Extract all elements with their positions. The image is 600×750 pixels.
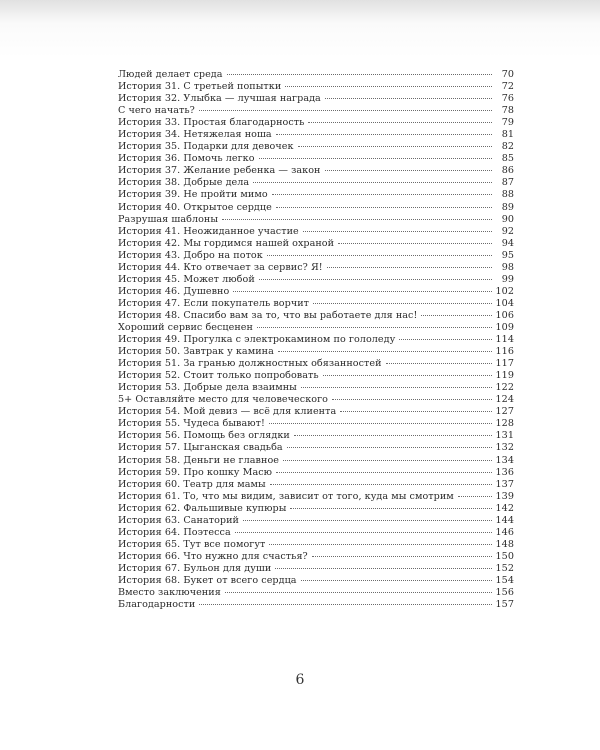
toc-dot-leader xyxy=(285,86,492,87)
toc-entry-title: История 52. Стоит только попробовать xyxy=(118,370,319,382)
toc-entry-page: 128 xyxy=(495,418,514,430)
toc-entry-title: История 68. Букет от всего сердца xyxy=(118,574,297,586)
toc-dot-leader xyxy=(276,207,492,208)
toc-entry-page: 106 xyxy=(495,309,514,321)
toc-entry xyxy=(118,189,514,201)
toc-entry xyxy=(118,406,514,418)
toc-dot-leader xyxy=(257,327,492,328)
toc-entry-title: Вместо заключения xyxy=(118,587,221,599)
toc-entry-page: 142 xyxy=(495,502,514,514)
toc-entry-page: 109 xyxy=(495,321,514,333)
toc-entry xyxy=(118,515,514,527)
toc-entry-title: Разрушая шаблоны xyxy=(118,213,219,225)
toc-dot-leader xyxy=(199,604,491,605)
toc-dot-leader xyxy=(421,315,491,316)
toc-dot-leader xyxy=(269,423,492,424)
page-top-shadow xyxy=(0,0,600,58)
toc-entry-page: 98 xyxy=(501,261,514,273)
toc-entry-page: 132 xyxy=(495,442,514,454)
toc-dot-leader xyxy=(259,279,492,280)
toc-entry xyxy=(118,418,514,430)
toc-entry xyxy=(118,177,514,189)
toc-entry-page: 146 xyxy=(495,526,514,538)
toc-dot-leader xyxy=(276,134,492,135)
toc-entry-title: История 60. Театр для мамы xyxy=(118,478,266,490)
toc-entry-title: История 63. Санаторий xyxy=(118,514,240,526)
toc-entry xyxy=(118,286,514,298)
toc-entry xyxy=(118,587,514,599)
toc-entry xyxy=(118,141,514,153)
toc-entry-title: История 62. Фальшивые купюры xyxy=(118,502,287,514)
toc-entry-title: История 58. Деньги не главное xyxy=(118,454,279,466)
toc-entry xyxy=(118,334,514,346)
toc-dot-leader xyxy=(253,182,492,183)
toc-entry xyxy=(118,310,514,322)
toc-entry-page: 92 xyxy=(501,225,514,237)
toc-entry-title: История 40. Открытое сердце xyxy=(118,201,272,213)
toc-entry xyxy=(118,165,514,177)
toc-entry xyxy=(118,69,514,81)
toc-dot-leader xyxy=(233,291,491,292)
toc-entry-page: 122 xyxy=(495,382,514,394)
toc-entry-title: История 36. Помочь легко xyxy=(118,153,255,165)
toc-entry-title: История 32. Улыбка — лучшая награда xyxy=(118,93,321,105)
toc-dot-leader xyxy=(275,568,491,569)
toc-entry-title: История 43. Добро на поток xyxy=(118,249,263,261)
toc-dot-leader xyxy=(301,387,492,388)
toc-entry xyxy=(118,491,514,503)
toc-entry-title: История 57. Цыганская свадьба xyxy=(118,442,283,454)
toc-dot-leader xyxy=(267,255,492,256)
toc-dot-leader xyxy=(272,194,492,195)
toc-entry-page: 139 xyxy=(495,490,514,502)
toc-entry xyxy=(118,394,514,406)
toc-entry-page: 90 xyxy=(501,213,514,225)
toc-entry xyxy=(118,322,514,334)
toc-dot-leader xyxy=(287,447,492,448)
toc-entry-page: 131 xyxy=(495,430,514,442)
toc-entry-page: 78 xyxy=(501,105,514,117)
toc-dot-leader xyxy=(325,98,492,99)
toc-entry-page: 157 xyxy=(495,599,514,611)
toc-entry-title: История 33. Простая благодарность xyxy=(118,117,305,129)
toc-entry-title: История 37. Желание ребенка — закон xyxy=(118,165,321,177)
toc-dot-leader xyxy=(276,472,491,473)
toc-entry-title: История 35. Подарки для девочек xyxy=(118,141,294,153)
toc-entry xyxy=(118,430,514,442)
toc-dot-leader xyxy=(332,399,492,400)
toc-dot-leader xyxy=(386,363,492,364)
toc-dot-leader xyxy=(313,303,492,304)
toc-dot-leader xyxy=(325,170,493,171)
toc-dot-leader xyxy=(243,520,492,521)
toc-dot-leader xyxy=(278,351,492,352)
toc-entry-title: История 49. Прогулка с электрокамином по гололеду xyxy=(118,334,396,346)
toc-entry xyxy=(118,117,514,129)
toc-entry-title: История 48. Спасибо вам за то, что вы работаете для нас! xyxy=(118,309,418,321)
toc-dot-leader xyxy=(312,556,492,557)
toc-entry-page: 156 xyxy=(495,587,514,599)
toc-entry xyxy=(118,563,514,575)
toc-entry-title: История 41. Неожиданное участие xyxy=(118,225,299,237)
toc-entry xyxy=(118,358,514,370)
toc-entry xyxy=(118,455,514,467)
toc-dot-leader xyxy=(458,496,492,497)
toc-entry-title: Людей делает среда xyxy=(118,69,223,80)
toc-entry-title: История 46. Душевно xyxy=(118,285,230,297)
toc-entry xyxy=(118,214,514,226)
toc-entry-page: 136 xyxy=(495,466,514,478)
toc-dot-leader xyxy=(283,460,492,461)
toc-entry-page: 124 xyxy=(495,394,514,406)
toc-dot-leader xyxy=(222,219,492,220)
toc-entry-title: История 45. Может любой xyxy=(118,273,255,285)
toc-entry-page: 144 xyxy=(495,514,514,526)
toc-entry-title: История 31. С третьей попытки xyxy=(118,81,282,93)
toc-entry xyxy=(118,274,514,286)
toc-entry xyxy=(118,442,514,454)
toc-entry-title: История 39. Не пройти мимо xyxy=(118,189,268,201)
toc-entry-page: 81 xyxy=(501,129,514,141)
toc-entry xyxy=(118,129,514,141)
toc-dot-leader xyxy=(298,146,492,147)
toc-entry-page: 152 xyxy=(495,562,514,574)
toc-entry-title: История 44. Кто отвечает за сервис? Я! xyxy=(118,261,323,273)
toc-dot-leader xyxy=(338,243,492,244)
toc-dot-leader xyxy=(270,484,492,485)
toc-entry-title: С чего начать? xyxy=(118,105,195,117)
toc-entry-page: 150 xyxy=(495,550,514,562)
toc-entry-title: История 50. Завтрак у камина xyxy=(118,346,274,358)
toc-dot-leader xyxy=(227,74,492,75)
toc-entry xyxy=(118,250,514,262)
page-number: 6 xyxy=(295,672,305,688)
toc-entry-title: История 34. Нетяжелая ноша xyxy=(118,129,272,141)
toc-entry xyxy=(118,539,514,551)
toc-entry xyxy=(118,226,514,238)
toc-entry-title: История 59. Про кошку Масю xyxy=(118,466,273,478)
toc-entry-page: 76 xyxy=(501,93,514,105)
toc-entry-title: История 42. Мы гордимся нашей охраной xyxy=(118,237,335,249)
toc-entry-page: 134 xyxy=(495,454,514,466)
toc-entry xyxy=(118,81,514,93)
toc-entry xyxy=(118,599,514,611)
toc-dot-leader xyxy=(301,580,492,581)
toc-entry-page: 116 xyxy=(495,346,514,358)
toc-entry-page: 127 xyxy=(495,406,514,418)
toc-entry xyxy=(118,153,514,165)
toc-dot-leader xyxy=(294,435,492,436)
toc-dot-leader xyxy=(303,231,492,232)
toc-entry-page: 70 xyxy=(501,69,514,80)
toc-dot-leader xyxy=(269,544,491,545)
toc-dot-leader xyxy=(340,411,491,412)
toc-entry xyxy=(118,575,514,587)
toc-dot-leader xyxy=(399,339,491,340)
toc-entry-title: 5+ Оставляйте место для человеческого xyxy=(118,394,328,406)
toc-entry-page: 87 xyxy=(501,177,514,189)
toc-entry-title: История 61. То, что мы видим, зависит от того, куда мы смотрим xyxy=(118,490,454,502)
toc-entry xyxy=(118,479,514,491)
toc-entry-page: 85 xyxy=(501,153,514,165)
toc-entry-title: Хороший сервис бесценен xyxy=(118,321,253,333)
toc-dot-leader xyxy=(327,267,492,268)
toc-entry xyxy=(118,105,514,117)
toc-entry-page: 104 xyxy=(495,297,514,309)
toc-entry-page: 82 xyxy=(501,141,514,153)
toc-entry xyxy=(118,467,514,479)
toc-entry-page: 88 xyxy=(501,189,514,201)
toc-entry-page: 114 xyxy=(495,334,514,346)
toc-entry-title: История 51. За гранью должностных обязанностей xyxy=(118,358,382,370)
toc-entry-page: 95 xyxy=(501,249,514,261)
toc-entry-title: Благодарности xyxy=(118,599,196,611)
toc-dot-leader xyxy=(290,508,491,509)
toc-entry-page: 99 xyxy=(501,273,514,285)
toc-entry-page: 148 xyxy=(495,538,514,550)
toc-entry xyxy=(118,503,514,515)
toc-entry-title: История 67. Бульон для души xyxy=(118,562,272,574)
toc-dot-leader xyxy=(235,532,492,533)
toc-dot-leader xyxy=(308,122,492,123)
toc-dot-leader xyxy=(259,158,492,159)
toc-entry-title: История 53. Добрые дела взаимны xyxy=(118,382,297,394)
toc-entry-page: 72 xyxy=(501,81,514,93)
toc-entry-title: История 38. Добрые дела xyxy=(118,177,250,189)
toc-entry xyxy=(118,93,514,105)
toc-entry-page: 154 xyxy=(495,574,514,586)
toc-entry xyxy=(118,238,514,250)
toc-entry-title: История 65. Тут все помогут xyxy=(118,538,266,550)
toc-entry-page: 79 xyxy=(501,117,514,129)
toc-entry-title: История 47. Если покупатель ворчит xyxy=(118,297,310,309)
toc-entry xyxy=(118,262,514,274)
toc-entry-title: История 66. Что нужно для счастья? xyxy=(118,550,308,562)
toc-entry xyxy=(118,551,514,563)
toc-entry-page: 89 xyxy=(501,201,514,213)
toc-entry-page: 86 xyxy=(501,165,514,177)
toc-dot-leader xyxy=(225,592,492,593)
toc-entry-page: 119 xyxy=(495,370,514,382)
toc-dot-leader xyxy=(323,375,492,376)
toc-entry-page: 137 xyxy=(495,478,514,490)
toc-entry xyxy=(118,527,514,539)
table-of-contents xyxy=(118,69,514,611)
toc-entry-title: История 64. Поэтесса xyxy=(118,526,231,538)
toc-entry xyxy=(118,382,514,394)
toc-entry-title: История 55. Чудеса бывают! xyxy=(118,418,265,430)
toc-entry-page: 94 xyxy=(501,237,514,249)
toc-entry-title: История 56. Помощь без оглядки xyxy=(118,430,290,442)
toc-entry-title: История 54. Мой девиз — всё для клиента xyxy=(118,406,337,418)
toc-dot-leader xyxy=(199,110,492,111)
toc-entry-page: 117 xyxy=(495,358,514,370)
toc-entry xyxy=(118,370,514,382)
toc-entry xyxy=(118,346,514,358)
toc-entry xyxy=(118,202,514,214)
toc-entry xyxy=(118,298,514,310)
toc-entry-page: 102 xyxy=(495,285,514,297)
